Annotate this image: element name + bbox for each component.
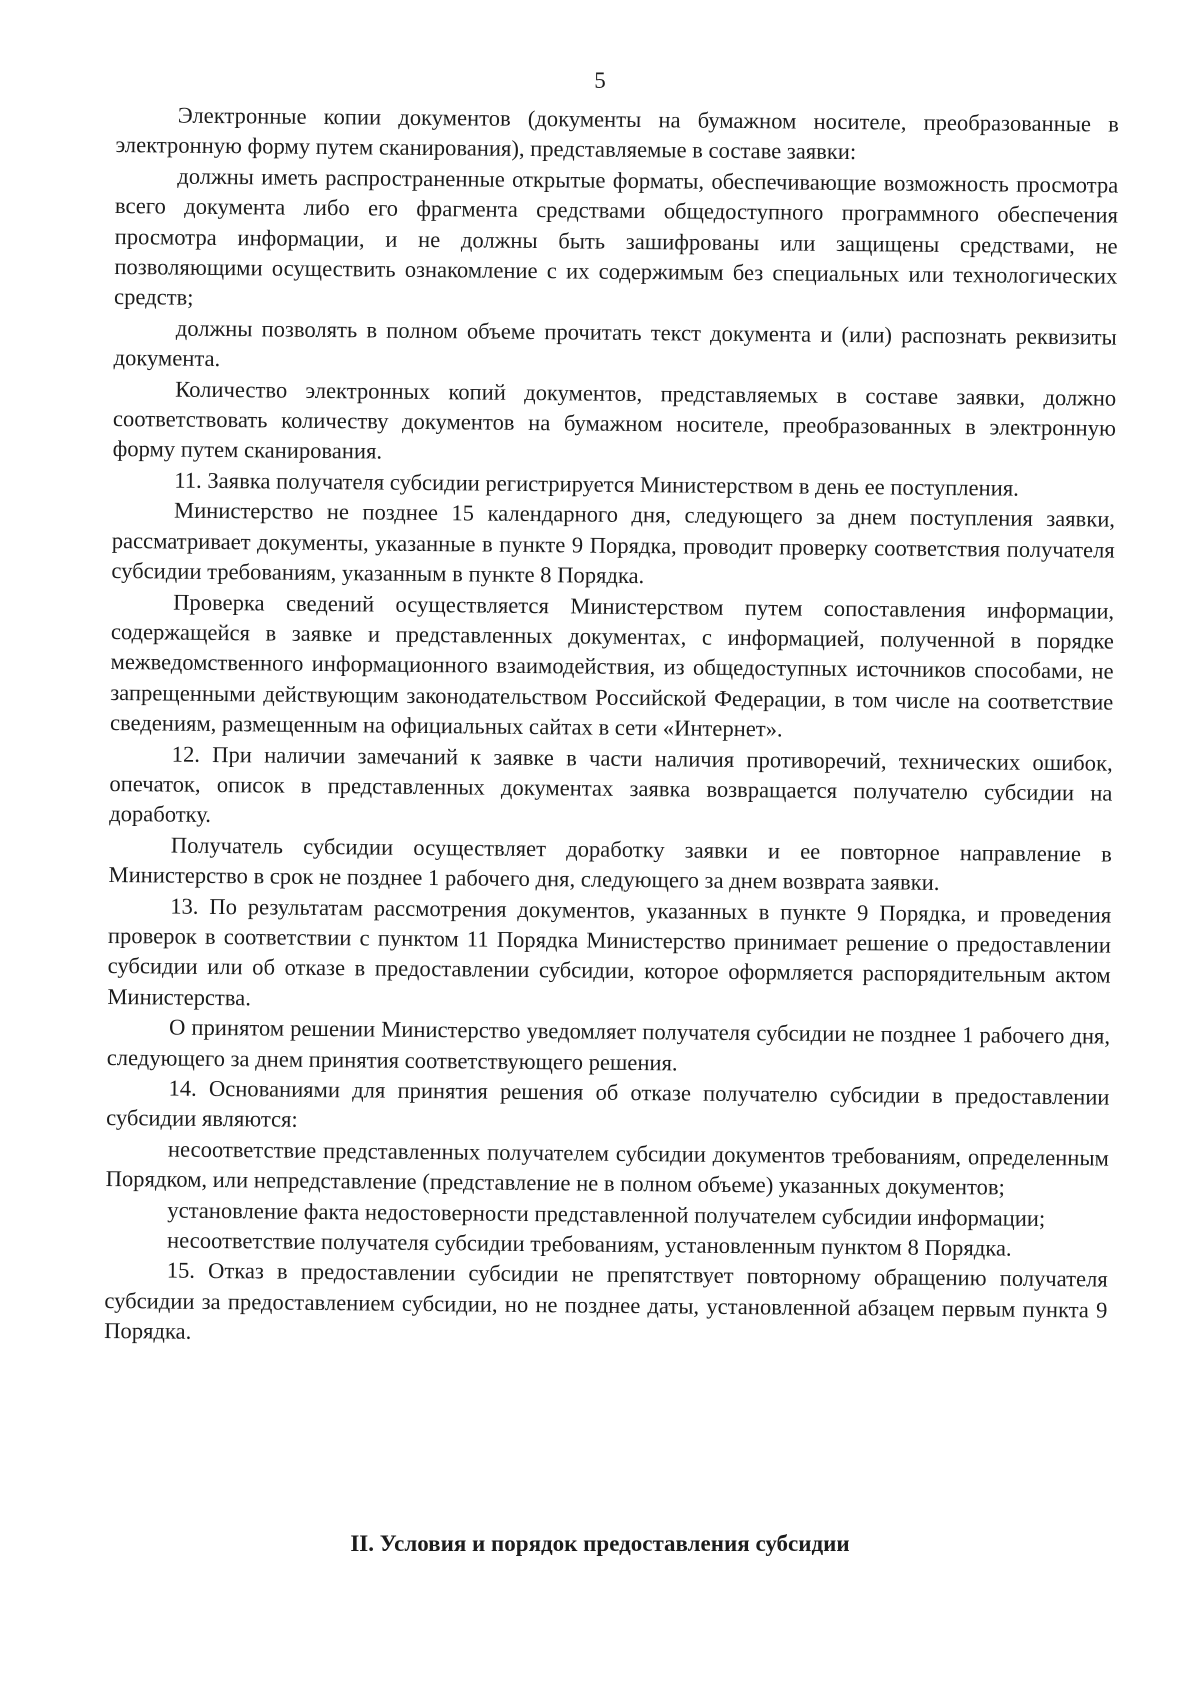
document-body (104, 100, 1119, 1356)
paragraph: Количество электронных копий документов, представляемых в составе заявки, должно соответствовать количеству документов на бумажном носителе, преобразованных в электронную форму путем сканирования. (112, 376, 1117, 465)
paragraph: должны иметь распространенные открытые форматы, обеспечивающие возможность просмотра всего документа либо его фрагмента средствами общедоступного программного обеспечения просмотра информации, и не должны быть зашифрованы или защищены средствами, не позволяющими осуществить ознакомление с их содержимым без специальных или технологических средств; (113, 163, 1119, 311)
paragraph-item-12: 12. При наличии замечаний к заявке в части наличия противоречий, технических ошибок, опечаток, описок в представленных документах заявка возвращается получателю субсидии на доработку. (109, 741, 1113, 828)
paragraph-item-15: 15. Отказ в предоставлении субсидии не препятствует повторному обращению получателя субсидии за предоставлением субсидии, но не позднее даты, установленной абзацем первым пункта 9 Порядка. (104, 1257, 1108, 1345)
paragraph-item-14: 14. Основаниями для принятия решения об отказе получателю субсидии в предоставлении субсидии являются: (106, 1075, 1110, 1133)
paragraph: Проверка сведений осуществляется Министерством путем сопоставления информации, содержащейся в заявке и представленных документах, с информацией, полученной в порядке межведомственного информационного взаимодействия, из общедоступных источников способами, не запрещенными действующим законодательством Российской Федерации, в том числе на соответствие сведениям, размещенным на официальных сайтах в сети «Интернет». (109, 589, 1115, 742)
paragraph-item-11: 11. Заявка получателя субсидии регистрируется Министерством в день ее поступления. (174, 467, 1019, 501)
paragraph: Электронные копии документов (документы на бумажном носителе, преобразованные в электронную форму путем сканирования), представляемые в составе заявки: (115, 102, 1119, 165)
paragraph: установление факта недостоверности представленной получателем субсидии информации; (167, 1197, 1046, 1231)
paragraph: несоответствие получателя субсидии требованиям, установленным пунктом 8 Порядка. (166, 1227, 1012, 1261)
paragraph: О принятом решении Министерство уведомляет получателя субсидии не позднее 1 рабочего дня, следующего за днем принятия соответствующего решения. (106, 1014, 1111, 1076)
paragraph: должны позволять в полном объеме прочитать текст документа и (или) распознать реквизиты документа. (113, 315, 1117, 372)
paragraph: несоответствие представленных получателем субсидии документов требованиям, определенным Порядком, или непредставление (представление не в полном объеме) указанных документов; (105, 1136, 1110, 1200)
paragraph: Получатель субсидии осуществляет доработку заявки и ее повторное направление в Министерство в срок не позднее 1 рабочего дня, следующего за днем возврата заявки. (108, 832, 1112, 896)
section-heading: II. Условия и порядок предоставления субсидии (350, 1531, 850, 1556)
page-number: 5 (594, 68, 606, 93)
paragraph: Министерство не позднее 15 календарного дня, следующего за днем поступления заявки, рассматривает документы, указанные в пункте 9 Порядка, проводит проверку соответствия получателя субсидии требованиям, указанным в пункте 8 Порядка. (111, 497, 1116, 589)
paragraph-item-13: 13. По результатам рассмотрения документов, указанных в пункте 9 Порядка, и проведения проверок в соответствии с пунктом 11 Порядка Министерство принимает решение о предоставлении субсидии или об отказе в предоставлении субсидии, которое оформляется распорядительным актом Министерства. (107, 893, 1112, 1011)
